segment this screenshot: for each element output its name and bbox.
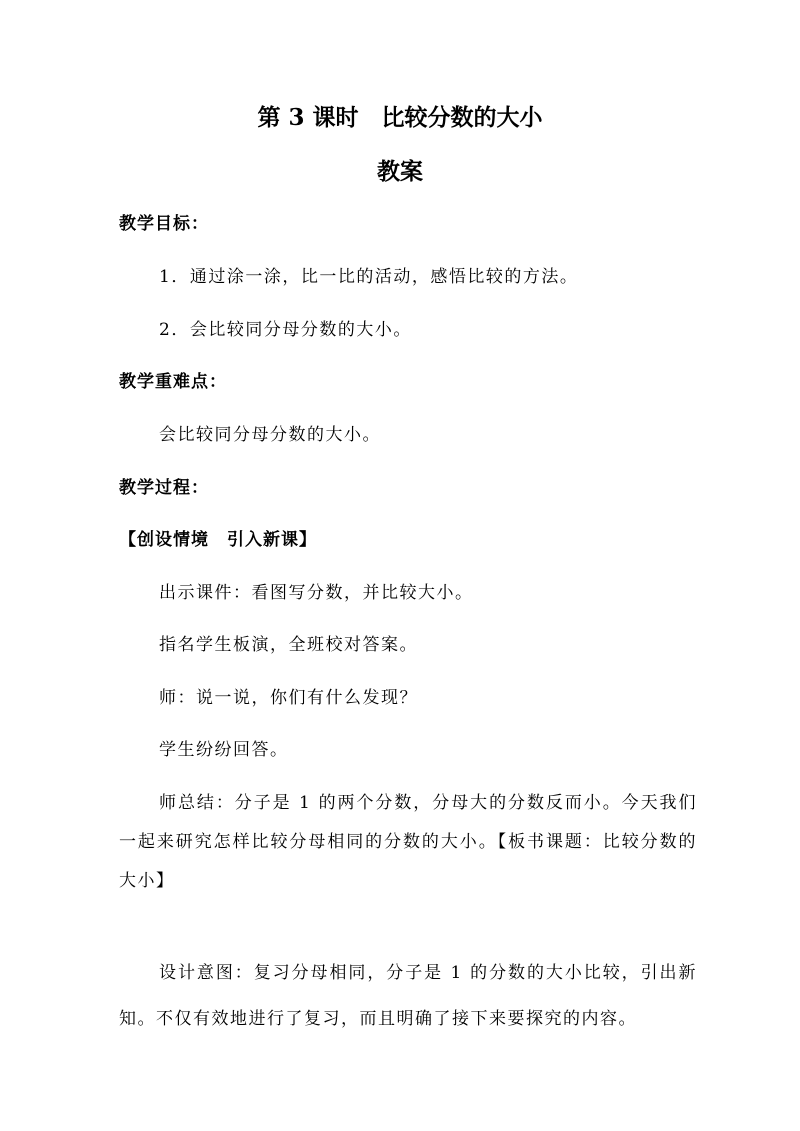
key-point: 会比较同分母分数的大小。 bbox=[159, 425, 381, 445]
key-points-heading: 教学重难点： bbox=[119, 372, 227, 392]
summary-paragraph: 师总结：分子是 1 的两个分数，分母大的分数反而小。今天我们一起来研究怎样比较分母相同的分数的大小。【板书课题：比较分数的大小】 bbox=[119, 793, 697, 891]
step-3: 师：说一说，你们有什么发现？ bbox=[159, 688, 418, 708]
step-1: 出示课件：看图写分数，并比较大小。 bbox=[159, 583, 474, 603]
objectives-heading: 教学目标： bbox=[119, 214, 209, 234]
step-2: 指名学生板演，全班校对答案。 bbox=[159, 635, 418, 655]
design-intent-paragraph: 设计意图：复习分母相同，分子是 1 的分数的大小比较，引出新知。不仅有效地进行了复习，而且明确了接下来要探究的内容。 bbox=[119, 963, 697, 1029]
lesson-title: 第 3 课时 比较分数的大小 bbox=[257, 104, 543, 131]
lesson-subtitle: 教案 bbox=[377, 158, 423, 185]
objective-1: 1．通过涂一涂，比一比的活动，感悟比较的方法。 bbox=[159, 267, 579, 287]
scenario-heading: 【创设情境 引入新课】 bbox=[119, 530, 317, 550]
step-4: 学生纷纷回答。 bbox=[159, 740, 289, 760]
process-heading: 教学过程： bbox=[119, 478, 209, 498]
objective-2: 2．会比较同分母分数的大小。 bbox=[159, 320, 412, 340]
